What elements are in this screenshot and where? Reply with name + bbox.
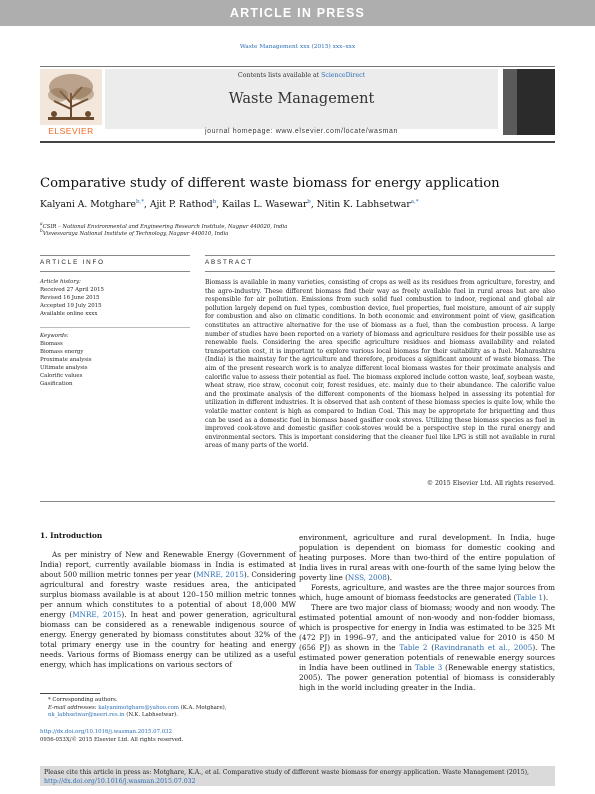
body-column-right <box>299 533 555 693</box>
email-link[interactable]: nk_labhsetwar@neeri.res.in <box>48 712 125 718</box>
keyword-item: Gasification <box>40 381 73 387</box>
header-top-rule <box>40 66 555 67</box>
email-link[interactable]: kalyanimotghare@yahoo.com <box>98 705 179 711</box>
table-link[interactable]: Table 1 <box>516 593 544 602</box>
affiliation-marker: b <box>40 229 43 234</box>
article-info-rule-2 <box>40 271 190 272</box>
affiliation-marker: a <box>40 222 43 227</box>
elsevier-wordmark: ELSEVIER <box>48 126 94 136</box>
doi-link[interactable] <box>40 729 296 736</box>
article-in-press-banner: ARTICLE IN PRESS <box>0 0 595 26</box>
paragraph-text: (Renewable energy statistics, 2005). The power generation potential of biomass is considerably high in the world including greater in the India. <box>299 663 555 692</box>
intro-paragraph <box>299 533 555 583</box>
abstract-heading: ABSTRACT <box>205 259 253 266</box>
keyword-item: Proximate analysis <box>40 357 92 363</box>
author-affiliation-marker[interactable]: b,* <box>135 199 144 205</box>
history-revised: Revised 16 June 2015 <box>40 295 100 301</box>
abstract-copyright: © 2015 Elsevier Ltd. All rights reserved. <box>426 480 555 487</box>
journal-homepage-link[interactable]: journal homepage: www.elsevier.com/locate/wasman <box>205 128 398 135</box>
affiliation-b <box>40 229 555 237</box>
journal-cover-spine <box>503 69 517 135</box>
intro-paragraph <box>40 550 296 670</box>
table-link[interactable]: Table 3 <box>414 663 443 672</box>
keyword-item: Calorific values <box>40 373 83 379</box>
author-affiliation-marker[interactable]: a,* <box>410 199 419 205</box>
paragraph-text: ). Considering agricultural and forestry waste residues area, the anticipated surplus biomass available is at about 120–150 million metric tonnes per annum which constitutes to a potential of about 18,000 MW energy ( <box>40 570 296 619</box>
abstract-end-rule <box>40 501 555 502</box>
paragraph-text: ). <box>386 573 392 582</box>
footnote-rule <box>40 693 100 694</box>
affiliation-text: Visvesvaraya National Institute of Technology, Nagpur 440010, India <box>42 230 229 237</box>
contents-available-line <box>105 72 498 79</box>
author-name[interactable]: Ajit P. Rathod <box>149 199 213 211</box>
section-heading-introduction: 1. Introduction <box>40 531 103 540</box>
keyword-item: Biomass energy <box>40 349 84 355</box>
affiliation-text: CSIR – National Environmental and Engineering Research Institute, Nagpur 440020, India <box>42 223 288 230</box>
citation-link[interactable]: MNRE, 2015 <box>72 610 122 619</box>
citation-notice-box <box>40 766 555 786</box>
abstract-body: Biomass is available in many varieties, consisting of crops as well as its residues from agriculture, forestry, and the agro-industry. These different biomass find their way as freely available fuel in rural areas but are also responsible for air pollution. Emissions from such solid fuel combustion to indoor, regional and global air pollution largely depend on fuel types, combustion device, fuel properties, fuel moisture, amount of air supply for combustion and also on climatic conditions. In both economic and environment point of view, gasification constitutes an attractive alternative for the use of biomass as a fuel, than the combustion process. A large number of studies have been reported on a variety of biomass and agriculture residues for their possible use as renewable fuels. Considering the area specific agriculture residues and biomass availability and related transportation cost, it is important to explore various local biomass for their suitability as a fuel. Maharashtra (India) is the mainstay for the agriculture and therefore, produces a significant amount of waste biomass. The aim of the present research work is to analyze different local biomass wastes for their proximate analysis and calorific value to assess their potential as fuel. The biomass explored include cotton waste, leaf, soybean waste, wheat straw, rice straw, coconut coir, forest residues, etc. mainly due to their abundance. The calorific value and the proximate analysis of the different components of the biomass helped in assessing its potential for utilization in different industries. It is observed that ash content of these biomass species is quite low, while the volatile matter content is high as compared to Indian Coal. This may be appropriate for briquetting and thus can be used as a domestic fuel in biomass based gasifier cook stoves. Utilizing these biomass species as fuel in improved cook-stove and domestic gasifier cook-stoves would be a perspective step in the rural energy and environmental sectors. This is important considering that the cleaner fuel like LPG is still not available in rural areas of many parts of the world. <box>205 279 555 450</box>
journal-title: Waste Management <box>228 91 375 107</box>
citation-notice-text: Please cite this article in press as: Motghare, K.A., et al. Comparative study of different waste biomass for energy application. Waste Management (2015), <box>44 769 530 776</box>
citation-doi-link[interactable]: http://dx.doi.org/10.1016/j.wasman.2015.07.032 <box>44 778 196 785</box>
body-column-left <box>40 550 296 670</box>
paragraph-text: Forests, agriculture, and wastes are the three major sources from which, huge amount of biomass feedstocks are generated ( <box>299 583 555 602</box>
history-received: Received 27 April 2015 <box>40 287 104 293</box>
author-list: Kalyani A. Motghare$^{b,*}$, Ajit P. Rathod$^b$, Kailas L. Wasewar$^b$, Nitin K. Labhsetwar$^{a,*}$ <box>40 199 419 211</box>
paragraph-text: There are two major class of biomass; woody and non woody. The estimated potential amount of non-woody and non-fodder biomass, which is prospective for energy in India was estimated to be 325 Mt (472 PJ) in 1996–97, and the anticipated value for 2010 is 450 M (656 PJ) as shown in the <box>299 603 555 652</box>
author-name[interactable]: Kailas L. Wasewar <box>222 199 308 211</box>
corresponding-authors-note: * Corresponding authors. <box>48 697 118 703</box>
article-info-rule <box>40 255 190 256</box>
keyword-item: Ultimate analysis <box>40 365 88 371</box>
doi-text[interactable]: http://dx.doi.org/10.1016/j.wasman.2015.07.032 <box>40 729 173 735</box>
citation-link[interactable]: Ravindranath et al., 2005 <box>434 643 533 652</box>
keyword-item: Biomass <box>40 341 63 347</box>
history-label: Article history: <box>40 279 81 285</box>
history-online: Available online xxxx <box>40 311 98 317</box>
abstract-rule-2 <box>205 271 555 272</box>
author-name[interactable]: Kalyani A. Motghare <box>40 199 136 211</box>
header-bottom-rule <box>40 141 555 143</box>
email-addresses <box>48 705 296 719</box>
citation-link[interactable]: NSS, 2008 <box>347 573 387 582</box>
paragraph-text: As per ministry of New and Renewable Energy (Government of India) report, currently available biomass in India is estimated at about 500 million metric tonnes per year ( <box>40 550 296 579</box>
table-link[interactable]: Table 2 <box>399 643 428 652</box>
author-affiliation-marker[interactable]: b <box>307 199 311 205</box>
author-affiliation-marker[interactable]: b <box>212 199 217 205</box>
keywords-label: Keywords: <box>40 333 69 339</box>
intro-paragraph <box>299 583 555 603</box>
paragraph-text: ). <box>543 593 549 602</box>
article-title: Comparative study of different waste biomass for energy application <box>40 176 500 191</box>
sciencedirect-link[interactable]: ScienceDirect <box>321 72 366 79</box>
author-name[interactable]: Nitin K. Labhsetwar <box>316 199 411 211</box>
keywords-rule <box>40 327 190 328</box>
citation-link[interactable]: MNRE, 2015 <box>196 570 244 579</box>
issn-copyright: 0956-053X/© 2015 Elsevier Ltd. All rights reserved. <box>40 737 184 743</box>
paragraph-text: ). In heat and power generation, agricultural biomass can be considered as a renewable indigenous source of energy. Energy generated by biomass constitutes about 32% of the total primary energy use in the country for heating and energy needs. Various forms of Biomass energy can be utilized as a useful energy, which has implications on various sectors of <box>40 610 296 669</box>
paragraph-text: environment, agriculture and rural development. In India, huge population is dependent on biomass for domestic cooking and heating purposes. More than two-third of the entire population of India lives in rural areas with one-fourth of the same lying below the poverty line ( <box>299 533 555 582</box>
history-accepted: Accepted 19 July 2015 <box>40 303 102 309</box>
journal-reference-link[interactable]: Waste Management xxx (2015) xxx–xxx <box>239 44 356 50</box>
contents-prefix: Contents lists available at <box>237 72 322 79</box>
paragraph-text: ). The estimated power generation potentials of renewable energy sources in India have been outlined in <box>299 643 556 672</box>
abstract-rule <box>205 255 555 256</box>
article-info-heading: ARTICLE INFO <box>40 259 105 266</box>
intro-paragraph: There are two major class of biomass; woody and non woody. The estimated potential amount of non-woody and non-fodder biomass, which is prospective for energy in India was estimated to be 325 Mt (472 PJ) in 1996–97, and the anticipated value for 2010 is 450 M (656 PJ) as shown in the Table 2 (Ravindranath et al., 2005). The estimated power generation potentials of renewable energy sources in India have been outlined in Table 3 (Renewable energy statistics, 2005). The power generation potential of biomass is considerably high in the world including greater in the India. <box>299 603 556 692</box>
email-owner: (K.A. Motghare), <box>178 705 227 711</box>
email-label: E-mail addresses: <box>48 705 99 711</box>
email-owner: (N.K. Labhsetwar). <box>124 712 178 718</box>
